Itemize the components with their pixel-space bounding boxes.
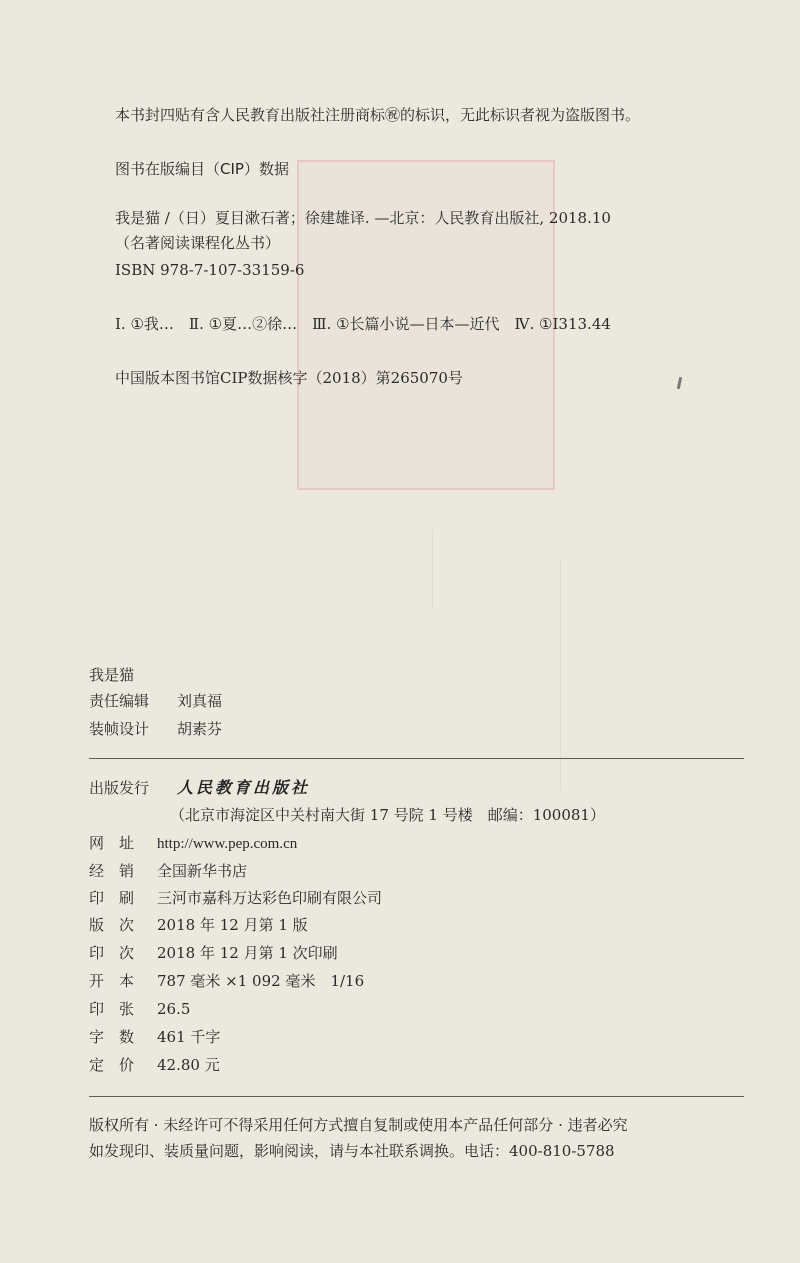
info-row-sheets bbox=[89, 998, 190, 1020]
cip-bibliographic-line: 我是猫 /（日）夏目漱石著；徐建雄译. —北京：人民教育出版社, 2018.10 bbox=[115, 209, 611, 227]
credit-value: 胡素芬 bbox=[177, 720, 223, 738]
info-row-word-count bbox=[89, 1026, 220, 1048]
info-value: 461 千字 bbox=[157, 1028, 221, 1046]
info-row-format bbox=[89, 970, 364, 992]
info-label: 印 次 bbox=[89, 944, 135, 962]
info-value: 787 毫米 ×1 092 毫米 1/16 bbox=[157, 972, 365, 990]
info-label: 定 价 bbox=[89, 1056, 135, 1074]
info-row-edition bbox=[89, 914, 308, 936]
info-label: 版 次 bbox=[89, 916, 135, 934]
cip-classification: Ⅰ. ①我… Ⅱ. ①夏…②徐… Ⅲ. ①长篇小说—日本—近代 Ⅳ. ①I313.44 bbox=[115, 315, 611, 333]
info-value: 2018 年 12 月第 1 版 bbox=[157, 916, 308, 934]
ink-speck bbox=[677, 377, 682, 389]
copyright-statement: 版权所有 · 未经许可不得采用任何方式擅自复制或使用本产品任何部分 · 违者必究 bbox=[89, 1116, 628, 1134]
publisher-address: （北京市海淀区中关村南大街 17 号院 1 号楼 邮编：100081） bbox=[170, 806, 605, 824]
credit-value: 刘真福 bbox=[177, 692, 223, 710]
info-row-website bbox=[89, 832, 297, 855]
info-row-printer bbox=[89, 887, 382, 909]
credit-label: 责任编辑 bbox=[89, 692, 150, 710]
divider-bottom bbox=[89, 1096, 744, 1097]
info-value: http://www.pep.com.cn bbox=[157, 836, 298, 852]
credit-row-editor bbox=[89, 690, 222, 712]
info-label: 字 数 bbox=[89, 1028, 135, 1046]
info-label: 开 本 bbox=[89, 972, 135, 990]
publisher-row bbox=[89, 777, 310, 799]
cip-isbn: ISBN 978-7-107-33159-6 bbox=[115, 261, 305, 279]
bleed-through-line bbox=[432, 530, 433, 610]
info-row-impression bbox=[89, 942, 338, 964]
info-row-price bbox=[89, 1054, 220, 1076]
book-title: 我是猫 bbox=[89, 666, 135, 684]
anti-piracy-notice: 本书封四贴有含人民教育出版社注册商标㊗的标识，无此标识者视为盗版图书。 bbox=[115, 106, 641, 124]
cip-series-line: （名著阅读课程化丛书） bbox=[115, 234, 281, 252]
info-value: 2018 年 12 月第 1 次印刷 bbox=[157, 944, 338, 962]
info-label: 印 刷 bbox=[89, 889, 135, 907]
info-value: 26.5 bbox=[157, 1000, 191, 1018]
publisher-logo: 人民教育出版社 bbox=[177, 778, 311, 797]
info-label: 经 销 bbox=[89, 862, 135, 880]
cip-heading: 图书在版编目（CIP）数据 bbox=[115, 160, 289, 178]
info-value: 全国新华书店 bbox=[157, 862, 248, 880]
info-value: 42.80 元 bbox=[157, 1056, 220, 1074]
quality-contact-notice: 如发现印、装质量问题，影响阅读，请与本社联系调换。电话：400-810-5788 bbox=[89, 1142, 615, 1160]
info-label: 出版发行 bbox=[89, 779, 150, 797]
info-label: 印 张 bbox=[89, 1000, 135, 1018]
cip-record-number: 中国版本图书馆CIP数据核字（2018）第265070号 bbox=[115, 369, 463, 387]
bleed-through-line bbox=[560, 560, 561, 790]
divider-top bbox=[89, 758, 744, 759]
info-value: 三河市嘉科万达彩色印刷有限公司 bbox=[157, 889, 383, 907]
info-row-distribution bbox=[89, 860, 247, 882]
info-label: 网 址 bbox=[89, 834, 135, 852]
credit-label: 装帧设计 bbox=[89, 720, 150, 738]
credit-row-designer bbox=[89, 718, 222, 740]
